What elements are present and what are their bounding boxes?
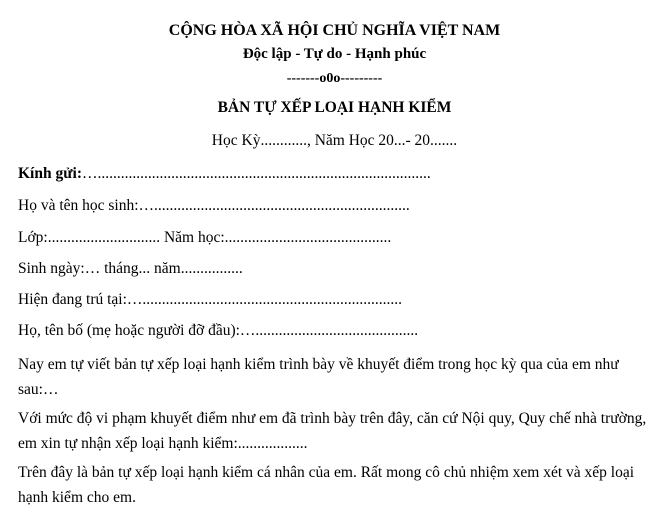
national-motto: Độc lập - Tự do - Hạnh phúc: [242, 46, 427, 62]
class-year-line: Lớp:............................. Năm học:...........................................: [18, 229, 392, 246]
recipient-line: [18, 165, 431, 183]
parent-name-line: Họ, tên bố (mẹ hoặc người đỡ đầu):…..........................................: [18, 322, 419, 339]
paragraph-closing: Trên đây là bản tự xếp loại hạnh kiểm cá nhân của em. Rất mong cô chủ nhiệm xem xét và xếp loại hạnh kiểm cho em.: [18, 464, 635, 506]
recipient-label: Kính gửi:: [18, 165, 82, 182]
birth-date-line: Sinh ngày:… tháng... năm................: [18, 260, 243, 277]
term-line: Học Kỳ............, Năm Học 20...- 20.......: [211, 132, 458, 149]
document-title: BẢN TỰ XẾP LOẠI HẠNH KIỂM: [217, 99, 452, 116]
header-separator: -------o0o---------: [286, 71, 383, 86]
country-name: CỘNG HÒA XÃ HỘI CHỦ NGHĨA VIỆT NAM: [168, 22, 501, 39]
residence-line: Hiện đang trú tại:…...................................................................: [18, 291, 403, 308]
paragraph-self-report: Nay em tự viết bản tự xếp loại hạnh kiểm trình bày về khuyết điểm trong học kỳ qua của em như sau:…: [18, 356, 619, 398]
recipient-fill: …......................................................................................: [82, 165, 431, 182]
student-name-line: Họ và tên học sinh:…..................................................................: [18, 197, 410, 214]
paragraph-self-assessment: Với mức độ vi phạm khuyết điểm như em đã trình bày trên đây, căn cứ Nội quy, Quy chế nhà trường, em xin tự nhận xếp loại hạnh kiểm:..................: [18, 410, 647, 452]
